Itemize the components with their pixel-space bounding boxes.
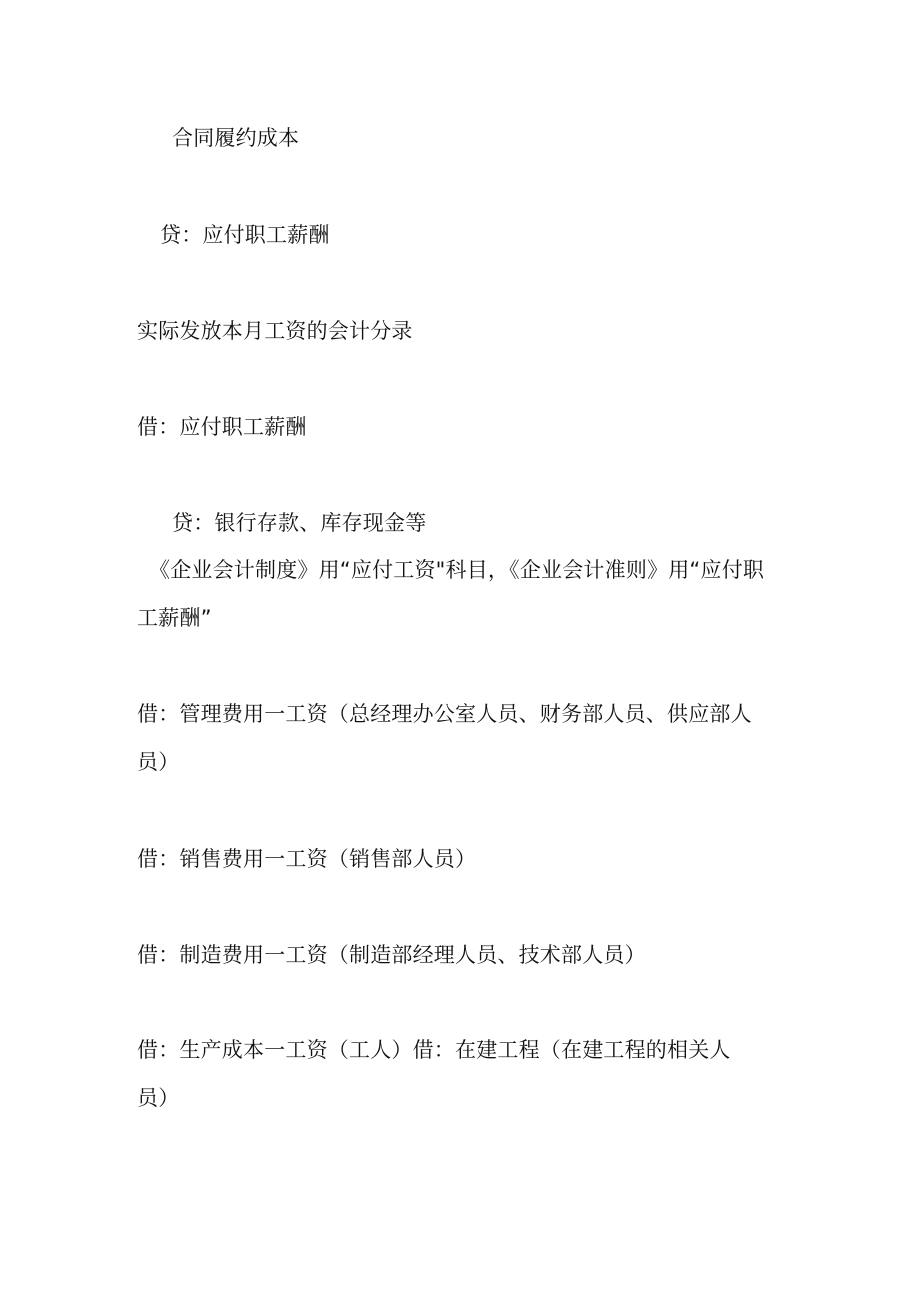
paragraph-system-vs-standards: 《企业会计制度》用“应付工资"科目，《企业会计准则》用“应付职工薪酬”: [137, 558, 765, 630]
entry-management-expense: 借：管理费用一工资（总经理办公室人员、财务部人员、供应部人员）: [137, 702, 752, 774]
entry-manufacturing-overhead: 借：制造费用一工资（制造部经理人员、技术部人员）: [137, 943, 646, 967]
entry-sales-expense: 借：销售费用一工资（销售部人员）: [137, 847, 477, 871]
text-line-credit-bank: 贷：银行存款、库存现金等: [172, 511, 427, 535]
text-line-contract-cost: 合同履约成本: [172, 126, 300, 150]
text-line-credit-payroll: 贷：应付职工薪酬: [160, 223, 330, 247]
entry-production-and-construction: 借：生产成本一工资（工人）借：在建工程（在建工程的相关人员）: [137, 1038, 731, 1110]
section-heading-salary-entry: 实际发放本月工资的会计分录: [137, 319, 413, 343]
text-line-debit-payroll: 借：应付职工薪酬: [137, 415, 307, 439]
